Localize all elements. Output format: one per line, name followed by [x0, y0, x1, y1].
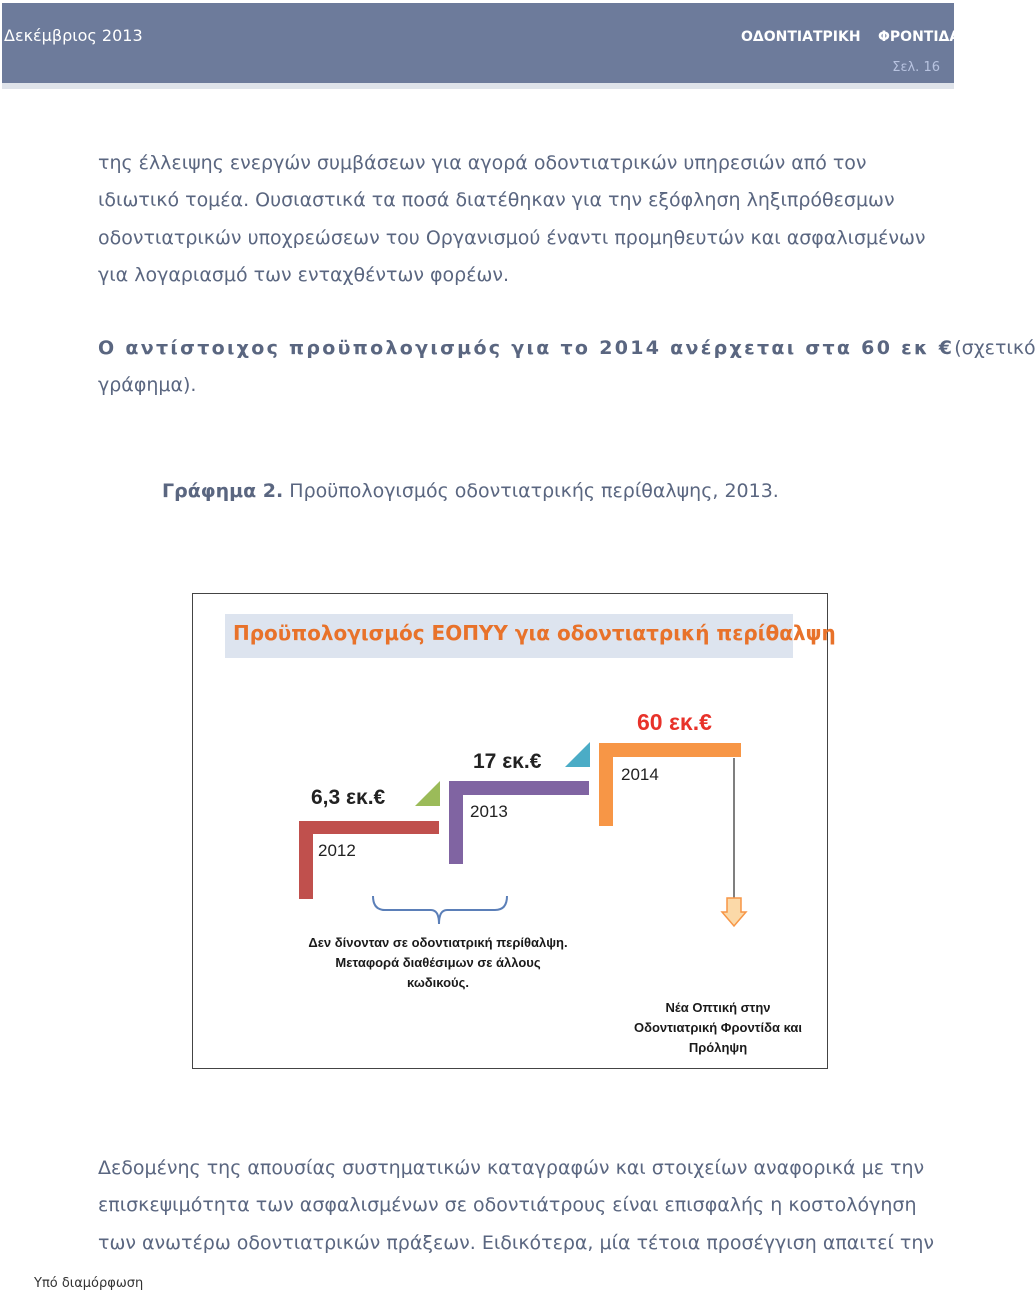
paragraph-line: ιδιωτικό τομέα. Ουσιαστικά τα ποσά διατέθηκαν για την εξόφληση ληξιπρόθεσμων	[98, 189, 895, 212]
year-label-2012: 2012	[318, 841, 356, 860]
paragraph-1	[98, 145, 926, 294]
year-label-2013: 2013	[470, 802, 508, 821]
step-2013	[449, 781, 589, 864]
arrow-note-line-3: Πρόληψη	[688, 1040, 748, 1055]
header-title-left: ΟΔΟΝΤΙΑΤΡΙΚΗ	[741, 29, 861, 45]
header-strip	[2, 83, 954, 89]
page-number: Σελ. 16	[892, 60, 940, 75]
chart-title: Προϋπολογισμός ΕΟΠΥΥ για οδοντιατρική περίθαλψη	[233, 621, 836, 645]
budget-statement-tail: (σχετικό	[954, 337, 1036, 359]
paragraph-3	[98, 1150, 935, 1262]
paragraph-2-line-1	[98, 330, 1036, 367]
value-label-2014: 60 εκ.€	[637, 709, 712, 735]
triangle-2013	[565, 742, 590, 767]
value-label-2012: 6,3 εκ.€	[311, 786, 386, 809]
brace-note-line-2: Μεταφορά διαθέσιμων σε άλλους	[335, 955, 541, 970]
arrow-note-line-2: Οδοντιατρική Φροντίδα και	[633, 1020, 803, 1035]
brace-note-line-3: κωδικούς.	[407, 975, 469, 990]
caption-text: Προϋπολογισμός οδοντιατρικής περίθαλψης, 2013.	[283, 480, 779, 502]
paragraph-line: των ανωτέρω οδοντιατρικών πράξεων. Ειδικότερα, μία τέτοια προσέγγιση απαιτεί την	[98, 1231, 935, 1254]
arrow-head	[722, 898, 746, 926]
header-band	[2, 3, 954, 53]
paragraph-2	[98, 330, 1036, 405]
header-title-right: ΦΡΟΝΤΙΔΑ	[878, 29, 961, 45]
paragraph-line: οδοντιατρικών υποχρεώσεων του Οργανισμού έναντι προμηθευτών και ασφαλισμένων	[98, 226, 926, 249]
paragraph-line: για λογαριασμό των ενταχθέντων φορέων.	[98, 263, 510, 286]
arrow-note-line-1: Νέα Οπτική στην	[665, 1000, 771, 1015]
budget-statement: Ο αντίστοιχος προϋπολογισμός για το 2014 ανέρχεται στα 60 εκ €	[98, 337, 955, 359]
step-2014	[599, 743, 741, 826]
brace	[373, 896, 507, 924]
page-header	[2, 3, 961, 91]
step-2012	[299, 821, 439, 899]
figure-caption	[162, 480, 779, 502]
header-band-lower	[2, 53, 954, 83]
paragraph-line: Δεδομένης της απουσίας συστηματικών καταγραφών και στοιχείων αναφορικά με την	[98, 1157, 925, 1179]
caption-label: Γράφημα 2.	[162, 480, 284, 502]
paragraph-2-line-2: γράφημα).	[98, 374, 197, 397]
chart-svg	[193, 594, 827, 1068]
budget-figure	[192, 593, 836, 1069]
value-label-2013: 17 εκ.€	[473, 750, 542, 773]
footer-note: Υπό διαμόρφωση	[34, 1276, 144, 1291]
paragraph-line: της έλλειψης ενεργών συμβάσεων για αγορά οδοντιατρικών υπηρεσιών από τον	[98, 152, 867, 174]
paragraph-line: επισκεψιμότητα των ασφαλισμένων σε οδοντιάτρους είναι επισφαλής η κοστολόγηση	[98, 1194, 917, 1217]
brace-note-line-1: Δεν δίνονταν σε οδοντιατρική περίθαλψη.	[308, 935, 568, 950]
triangle-2012	[415, 781, 440, 806]
year-label-2014: 2014	[621, 765, 659, 784]
header-date: Δεκέμβριος 2013	[4, 26, 143, 45]
